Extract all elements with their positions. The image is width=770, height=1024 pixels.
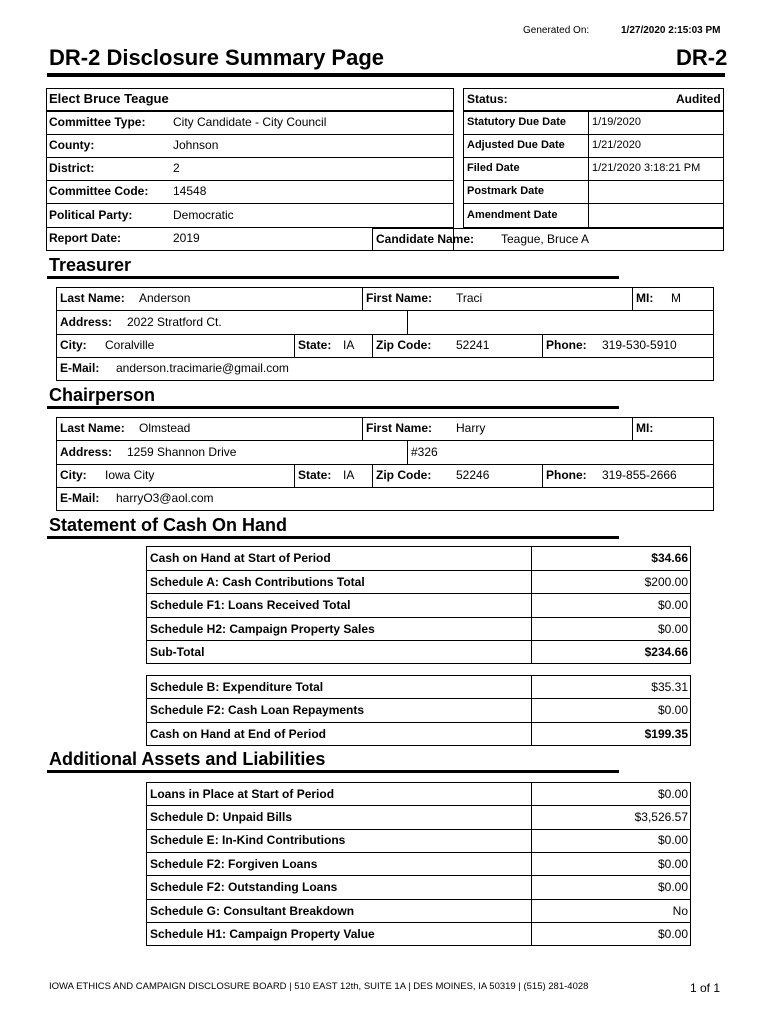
assets-row-value: No xyxy=(672,904,688,918)
chairperson-phone-label: Phone: xyxy=(546,468,587,482)
cash-row-value: $34.66 xyxy=(651,551,688,565)
cash-row-value: $200.00 xyxy=(644,575,688,589)
postmark-date-label: Postmark Date xyxy=(467,185,545,197)
treasurer-zip-label: Zip Code: xyxy=(376,338,432,352)
treasurer-heading: Treasurer xyxy=(49,255,132,275)
chairperson-email: harryO3@aol.com xyxy=(116,491,214,505)
cash-row-label: Schedule H2: Campaign Property Sales xyxy=(150,622,375,636)
generated-on-value: 1/27/2020 2:15:03 PM xyxy=(621,25,721,36)
chairperson-heading: Chairperson xyxy=(49,385,156,405)
cash-end-value: $199.35 xyxy=(644,727,688,741)
chairperson-city: Iowa City xyxy=(105,468,155,482)
title-rule xyxy=(47,73,725,77)
statutory-due-value: 1/19/2020 xyxy=(592,116,641,128)
assets-row-label: Schedule D: Unpaid Bills xyxy=(150,810,293,824)
footer-address: IOWA ETHICS AND CAMPAIGN DISCLOSURE BOARD | 510 EAST 12th, SUITE 1A | DES MOINES, IA 50319 | (515) 281-4028 xyxy=(49,981,589,992)
treasurer-address-label: Address: xyxy=(60,315,113,329)
treasurer-first-label: First Name: xyxy=(366,291,433,305)
treasurer-email-label: E-Mail: xyxy=(60,361,100,375)
treasurer-first-name: Traci xyxy=(456,291,483,305)
treasurer-mi-label: MI: xyxy=(636,291,654,305)
district-value: 2 xyxy=(173,161,180,175)
committee-type-value: City Candidate - City Council xyxy=(173,115,327,129)
chairperson-state: IA xyxy=(343,468,355,482)
chairperson-address-label: Address: xyxy=(60,445,113,459)
chairperson-mi-label: MI: xyxy=(636,421,654,435)
status-value: Audited xyxy=(676,92,721,106)
treasurer-city-label: City: xyxy=(60,338,87,352)
cash-row-label: Schedule F1: Loans Received Total xyxy=(150,598,351,612)
chairperson-city-label: City: xyxy=(60,468,87,482)
chairperson-last-name: Olmstead xyxy=(139,421,191,435)
assets-heading: Additional Assets and Liabilities xyxy=(49,749,326,769)
political-party-label: Political Party: xyxy=(49,208,133,222)
cash-row-value: $0.00 xyxy=(657,622,688,636)
filed-date-value: 1/21/2020 3:18:21 PM xyxy=(592,162,701,174)
committee-name: Elect Bruce Teague xyxy=(49,91,169,106)
assets-row-label: Schedule G: Consultant Breakdown xyxy=(150,904,355,918)
assets-row-label: Schedule E: In-Kind Contributions xyxy=(150,833,346,847)
adjusted-due-label: Adjusted Due Date xyxy=(467,139,565,151)
treasurer-last-label: Last Name: xyxy=(60,291,125,305)
cash-row-label: Cash on Hand at Start of Period xyxy=(150,551,331,565)
treasurer-city: Coralville xyxy=(105,338,155,352)
assets-row-label: Schedule H1: Campaign Property Value xyxy=(150,927,375,941)
assets-row-label: Loans in Place at Start of Period xyxy=(150,787,335,801)
treasurer-phone: 319-530-5910 xyxy=(602,338,677,352)
cash-end-label: Cash on Hand at End of Period xyxy=(150,727,327,741)
filed-date-label: Filed Date xyxy=(467,162,520,174)
assets-row-value: $0.00 xyxy=(657,880,688,894)
page-number: 1 of 1 xyxy=(690,981,721,995)
committee-type-label: Committee Type: xyxy=(49,115,146,129)
chairperson-first-label: First Name: xyxy=(366,421,433,435)
cash-subtotal-value: $234.66 xyxy=(644,645,688,659)
statutory-due-label: Statutory Due Date xyxy=(467,116,567,128)
chairperson-address: 1259 Shannon Drive xyxy=(127,445,237,459)
chairperson-last-label: Last Name: xyxy=(60,421,125,435)
chairperson-email-label: E-Mail: xyxy=(60,491,100,505)
treasurer-email: anderson.tracimarie@gmail.com xyxy=(116,361,289,375)
cash-row-value: $0.00 xyxy=(657,703,688,717)
district-label: District: xyxy=(49,161,95,175)
assets-row-value: $3,526.57 xyxy=(634,810,688,824)
cash-row-label: Schedule F2: Cash Loan Repayments xyxy=(150,703,365,717)
form-code: DR-2 xyxy=(676,45,728,70)
generated-on-label: Generated On: xyxy=(523,25,590,36)
assets-row-value: $0.00 xyxy=(657,787,688,801)
adjusted-due-value: 1/21/2020 xyxy=(592,139,641,151)
treasurer-phone-label: Phone: xyxy=(546,338,587,352)
page-title: DR-2 Disclosure Summary Page xyxy=(49,45,385,70)
cash-row-value: $35.31 xyxy=(651,680,688,694)
chairperson-zip-label: Zip Code: xyxy=(376,468,432,482)
assets-row-label: Schedule F2: Outstanding Loans xyxy=(150,880,338,894)
cash-row-value: $0.00 xyxy=(657,598,688,612)
chairperson-phone: 319-855-2666 xyxy=(602,468,677,482)
county-value: Johnson xyxy=(173,138,219,152)
candidate-name-value: Teague, Bruce A xyxy=(501,232,590,246)
chairperson-address-2: #326 xyxy=(411,445,438,459)
cash-heading: Statement of Cash On Hand xyxy=(49,515,288,535)
cash-subtotal-label: Sub-Total xyxy=(150,645,205,659)
assets-row-value: $0.00 xyxy=(657,833,688,847)
treasurer-zip: 52241 xyxy=(456,338,490,352)
committee-code-label: Committee Code: xyxy=(49,184,149,198)
chairperson-state-label: State: xyxy=(298,468,332,482)
status-label: Status: xyxy=(467,92,508,106)
political-party-value: Democratic xyxy=(173,208,234,222)
assets-row-value: $0.00 xyxy=(657,927,688,941)
chairperson-zip: 52246 xyxy=(456,468,490,482)
amendment-date-label: Amendment Date xyxy=(467,209,558,221)
treasurer-state: IA xyxy=(343,338,355,352)
assets-row-label: Schedule F2: Forgiven Loans xyxy=(150,857,318,871)
chairperson-first-name: Harry xyxy=(456,421,486,435)
cash-row-label: Schedule B: Expenditure Total xyxy=(150,680,324,694)
report-date-value: 2019 xyxy=(173,231,200,245)
committee-code-value: 14548 xyxy=(173,184,207,198)
treasurer-state-label: State: xyxy=(298,338,332,352)
county-label: County: xyxy=(49,138,95,152)
assets-row-value: $0.00 xyxy=(657,857,688,871)
treasurer-last-name: Anderson xyxy=(139,291,191,305)
treasurer-mi: M xyxy=(671,291,681,305)
candidate-name-label: Candidate Name: xyxy=(376,232,475,246)
cash-row-label: Schedule A: Cash Contributions Total xyxy=(150,575,365,589)
treasurer-address: 2022 Stratford Ct. xyxy=(127,315,222,329)
report-date-label: Report Date: xyxy=(49,231,122,245)
